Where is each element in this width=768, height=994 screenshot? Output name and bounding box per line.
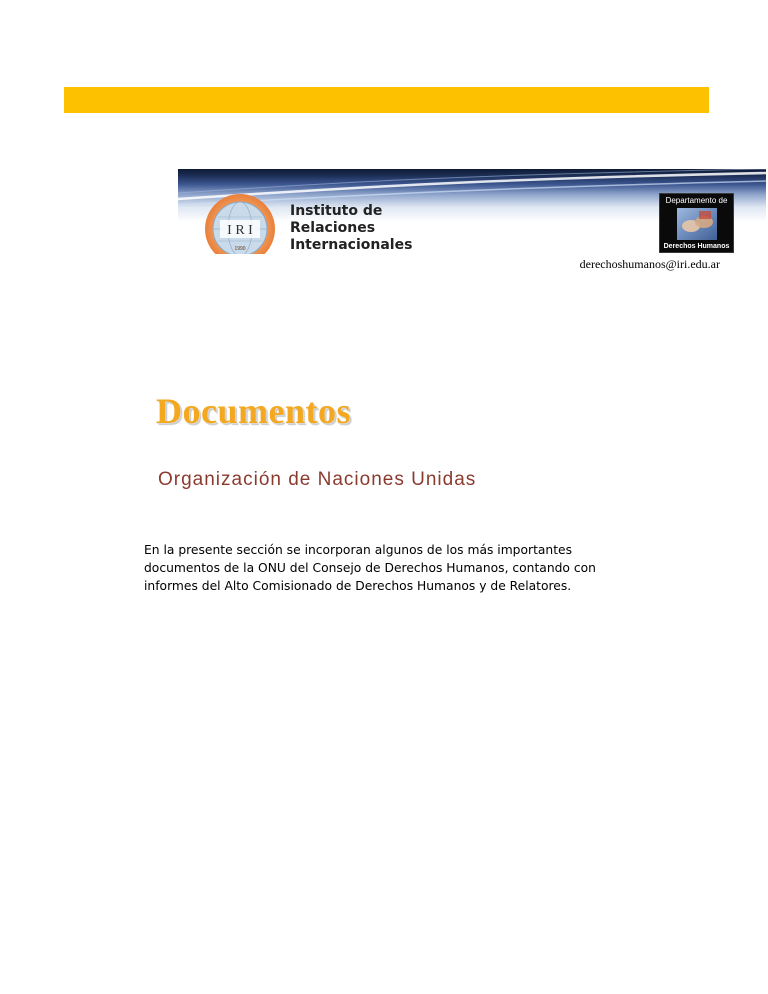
intro-line-2: documentos de la ONU del Consejo de Derechos Humanos, contando con (144, 561, 596, 575)
logo-letters: I R I (227, 223, 253, 238)
department-badge (659, 193, 734, 253)
logo-year: 1990 (234, 246, 246, 252)
contact-email[interactable]: derechoshumanos@iri.edu.ar (579, 257, 720, 271)
institute-name-line-3: Internacionales (290, 237, 413, 253)
page-title: Documentos (156, 391, 351, 431)
intro-line-3: informes del Alto Comisionado de Derechos Humanos y de Relatores. (144, 579, 572, 593)
iri-logo-seal-icon (204, 193, 276, 254)
institute-name-line-1: Instituto de (290, 203, 383, 219)
header-banner (178, 169, 766, 254)
top-accent-bar (64, 87, 709, 113)
intro-line-1: En la presente sección se incorporan algunos de los más importantes (144, 543, 573, 557)
intro-paragraph (144, 541, 684, 595)
department-image-icon (677, 208, 717, 240)
institute-name-line-2: Relaciones (290, 220, 376, 236)
section-subtitle: Organización de Naciones Unidas (158, 469, 477, 490)
department-badge-bottom-text: Derechos Humanos (663, 243, 730, 250)
department-badge-top-text: Departamento de (665, 196, 728, 205)
institute-name (290, 203, 412, 254)
